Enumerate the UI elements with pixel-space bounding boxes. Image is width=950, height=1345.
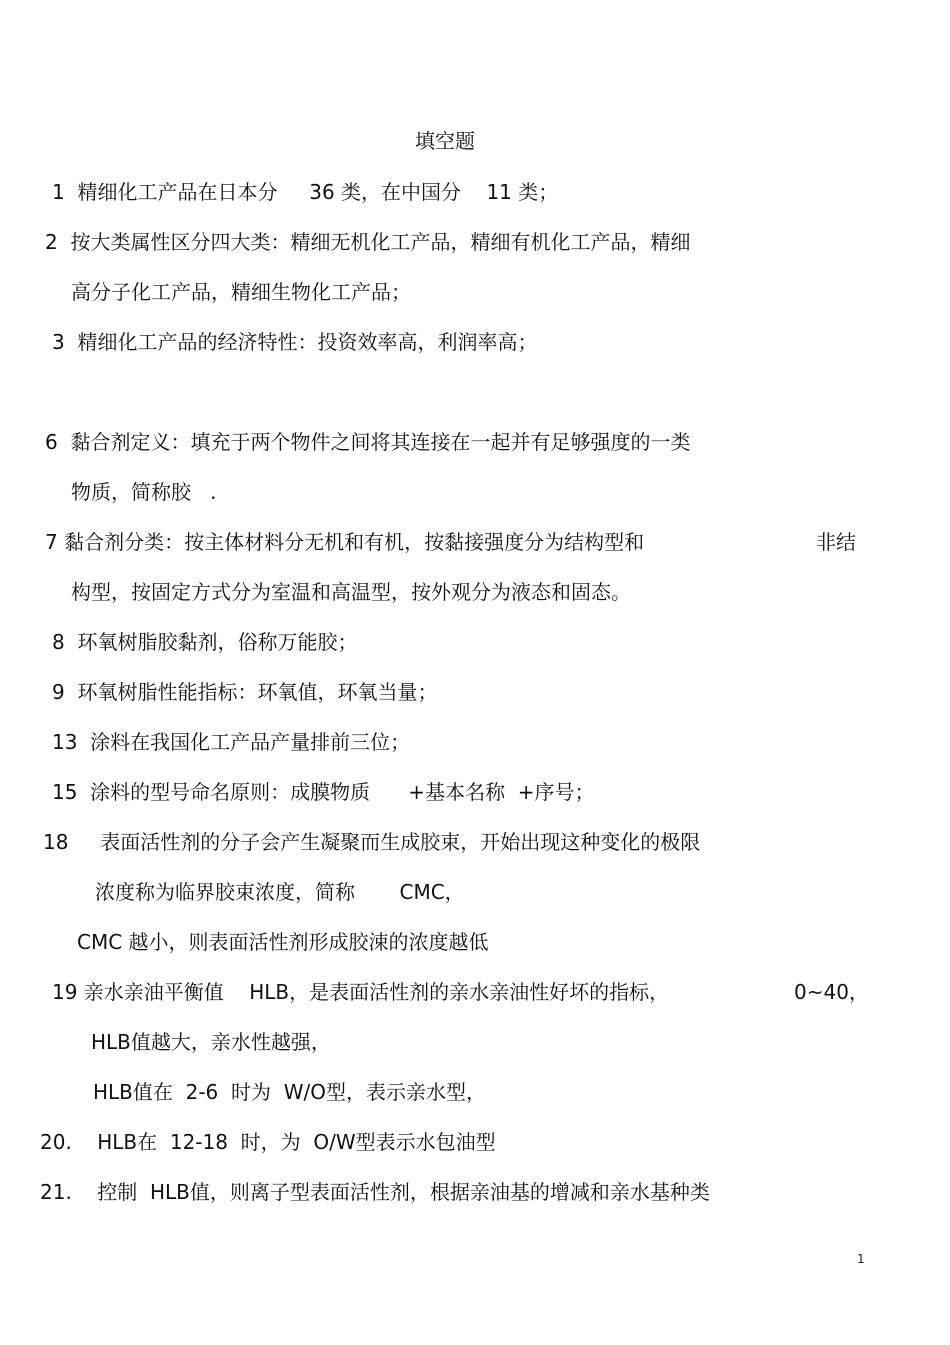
- text-line-19-cont: HLB值越大，亲水性越强，: [91, 1030, 331, 1054]
- text-line-6: 6 黏合剂定义：填充于两个物件之间将其连接在一起并有足够强度的一类: [45, 430, 691, 454]
- text-line-19: 19 亲水亲油平衡值 HLB，是表面活性剂的亲水亲油性好坏的指标，: [52, 980, 670, 1004]
- text-line-20: 20. HLB在 12-18 时，为 O/W型表示水包油型: [40, 1130, 496, 1154]
- text-line-18-note: CMC 越小，则表面活性剂形成胶涑的浓度越低: [77, 930, 489, 954]
- text-line-1: 1 精细化工产品在日本分 36 类，在中国分 11 类；: [52, 180, 559, 204]
- text-line-15: 15 涂料的型号命名原则：成膜物质 +基本名称 +序号；: [52, 780, 595, 804]
- text-line-7-cont: 构型，按固定方式分为室温和高温型，按外观分为液态和固态。: [71, 580, 631, 604]
- text-line-19-note: HLB值在 2-6 时为 W/O型，表示亲水型，: [93, 1080, 486, 1104]
- text-line-6-cont: 物质，简称胶 .: [71, 480, 217, 504]
- text-line-8: 8 环氧树脂胶黏剂，俗称万能胶；: [52, 630, 358, 654]
- text-line-18-cont: 浓度称为临界胶束浓度，简称 CMC，: [95, 880, 465, 904]
- text-line-2: 2 按大类属性区分四大类：精细无机化工产品，精细有机化工产品，精细: [45, 230, 691, 254]
- text-line-3: 3 精细化工产品的经济特性：投资效率高，利润率高；: [52, 330, 538, 354]
- text-line-21: 21. 控制 HLB值，则离子型表面活性剂，根据亲油基的增减和亲水基种类: [40, 1180, 710, 1204]
- text-line-13: 13 涂料在我国化工产品产量排前三位；: [52, 730, 411, 754]
- page-title: 填空题: [415, 129, 475, 153]
- text-line-7-right: 非结: [816, 530, 856, 554]
- text-line-19-right: 0~40，: [794, 980, 869, 1004]
- text-line-18: 18 表面活性剂的分子会产生凝聚而生成胶束，开始出现这种变化的极限: [43, 830, 701, 854]
- text-line-9: 9 环氧树脂性能指标：环氧值，环氧当量；: [52, 680, 438, 704]
- text-line-7: 7 黏合剂分类：按主体材料分无机和有机，按黏接强度分为结构型和: [45, 530, 645, 554]
- text-line-2-cont: 高分子化工产品，精细生物化工产品；: [71, 280, 411, 304]
- page-number: 1: [857, 1252, 865, 1266]
